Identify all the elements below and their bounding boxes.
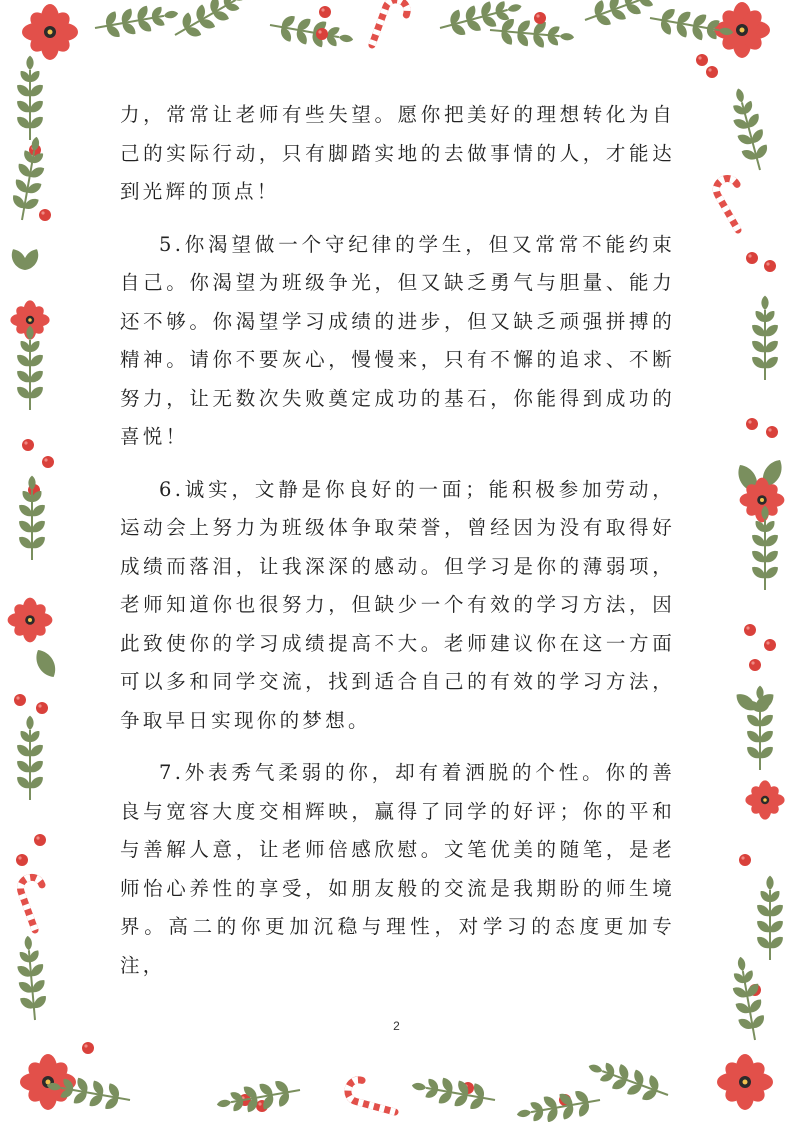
document-body — [120, 96, 675, 999]
page-number: 2 — [393, 1019, 400, 1033]
paragraph-item-5: 5.你渴望做一个守纪律的学生，但又常常不能约束自己。你渴望为班级争光，但又缺乏勇气与胆量、能力还不够。你渴望学习成绩的进步，但又缺乏顽强拼搏的精神。请你不要灰心，慢慢来，只有不懈的追求、不断努力，让无数次失败奠定成功的基石，你能得到成功的喜悦！ — [120, 232, 675, 448]
paragraph-item-6: 6.诚实，文静是你良好的一面；能积极参加劳动，运动会上努力为班级体争取荣誉，曾经因为没有取得好成绩而落泪，让我深深的感动。但学习是你的薄弱项，老师知道你也很努力，但缺少一个有效的学习方法，因此致使你的学习成绩提高不大。老师建议你在这一方面可以多和同学交流，找到适合自己的有效的学习方法，争取早日实现你的梦想。 — [120, 477, 675, 732]
paragraph-item-7: 7.外表秀气柔弱的你，却有着洒脱的个性。你的善良与宽容大度交相辉映，赢得了同学的好评；你的平和与善解人意，让老师倍感欣慰。文笔优美的随笔，是老师怡心养性的享受，如朋友般的交流是我期盼的师生境界。高二的你更加沉稳与理性，对学习的态度更加专注， — [120, 761, 675, 977]
paragraph-continuation: 力，常常让老师有些失望。愿你把美好的理想转化为自己的实际行动，只有脚踏实地的去做事情的人，才能达到光辉的顶点！ — [120, 103, 675, 203]
